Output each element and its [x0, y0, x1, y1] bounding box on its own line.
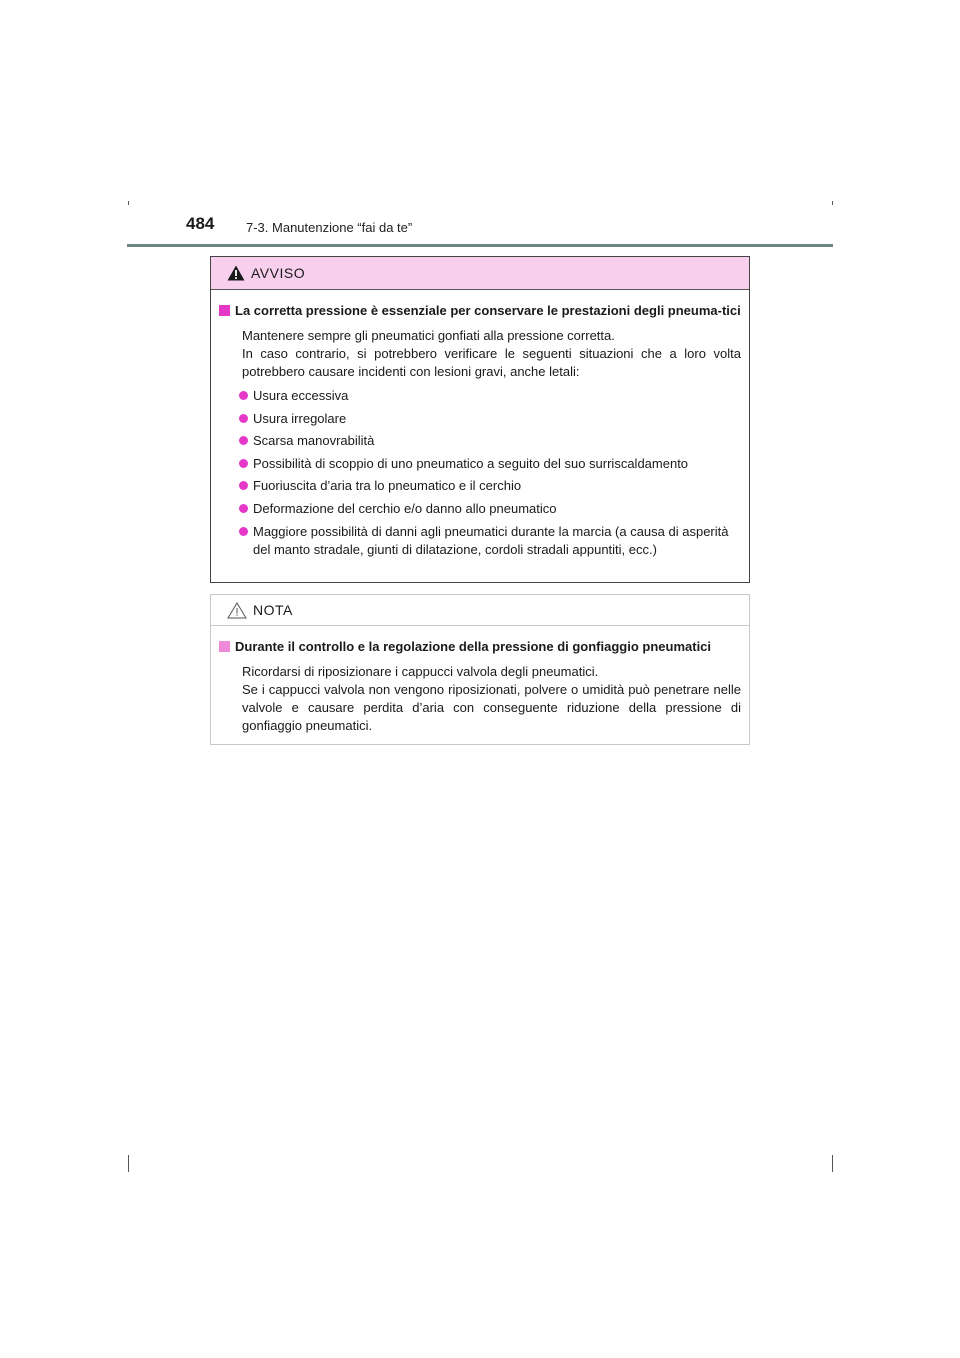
note-heading-text: Durante il controllo e la regolazione della pressione di gonfiaggio pneumatici — [235, 639, 712, 654]
circle-bullet-icon — [239, 481, 248, 490]
list-item: Maggiore possibilità di danni agli pneumatici durante la marcia (a causa di asperità del manto stradale, giunti di dilatazione, cordoli stradali appuntiti, ecc.) — [239, 523, 741, 559]
note-box — [210, 594, 750, 745]
square-bullet-icon — [219, 641, 230, 652]
list-item: Usura irregolare — [239, 410, 741, 428]
circle-bullet-icon — [239, 436, 248, 445]
warning-box-header — [211, 257, 749, 290]
section-title: 7-3. Manutenzione “fai da te” — [246, 220, 413, 235]
crop-mark-bottom-left — [128, 1155, 129, 1172]
crop-mark-top-left — [128, 201, 129, 205]
note-body — [211, 626, 749, 735]
warning-heading — [219, 302, 741, 320]
list-item: Fuoriuscita d’aria tra lo pneumatico e il cerchio — [239, 477, 741, 495]
warning-list — [239, 387, 741, 559]
circle-bullet-icon — [239, 504, 248, 513]
warning-body — [211, 290, 749, 559]
crop-mark-top-right — [832, 201, 833, 205]
square-bullet-icon — [219, 305, 230, 316]
note-box-header — [211, 595, 749, 626]
circle-bullet-icon — [239, 459, 248, 468]
note-heading — [219, 638, 741, 656]
note-line-2: Se i cappucci valvola non vengono riposizionati, polvere o umidità può penetrare nelle valvole e causare perdita d’aria con conseguente riduzione della pressione di gonfiaggio pneumatici. — [242, 682, 741, 733]
list-item: Possibilità di scoppio di uno pneumatico a seguito del suo surriscaldamento — [239, 455, 741, 473]
note-line-1: Ricordarsi di riposizionare i cappucci valvola degli pneumatici. — [242, 664, 599, 679]
note-label: NOTA — [253, 602, 293, 618]
circle-bullet-icon — [239, 527, 248, 536]
warning-triangle-outline-icon — [227, 602, 247, 619]
page-number: 484 — [186, 214, 215, 233]
warning-intro-line-1: Mantenere sempre gli pneumatici gonfiati alla pressione corretta. — [242, 328, 615, 343]
list-item: Deformazione del cerchio e/o danno allo pneumatico — [239, 500, 741, 518]
header-rule — [127, 244, 833, 247]
warning-box — [210, 256, 750, 583]
list-item: Scarsa manovrabilità — [239, 432, 741, 450]
warning-triangle-filled-icon — [227, 265, 245, 281]
warning-intro-line-3: potrebbero causare incidenti con lesioni gravi, anche letali: — [242, 364, 580, 379]
circle-bullet-icon — [239, 414, 248, 423]
list-item: Usura eccessiva — [239, 387, 741, 405]
warning-heading-text: La corretta pressione è essenziale per conservare le prestazioni degli pneuma-tici — [235, 303, 741, 318]
warning-intro-line-2: In caso contrario, si potrebbero verificare le seguenti situazioni che a loro volta — [242, 346, 741, 361]
circle-bullet-icon — [239, 391, 248, 400]
crop-mark-bottom-right — [832, 1155, 833, 1172]
warning-label: AVVISO — [251, 265, 306, 281]
